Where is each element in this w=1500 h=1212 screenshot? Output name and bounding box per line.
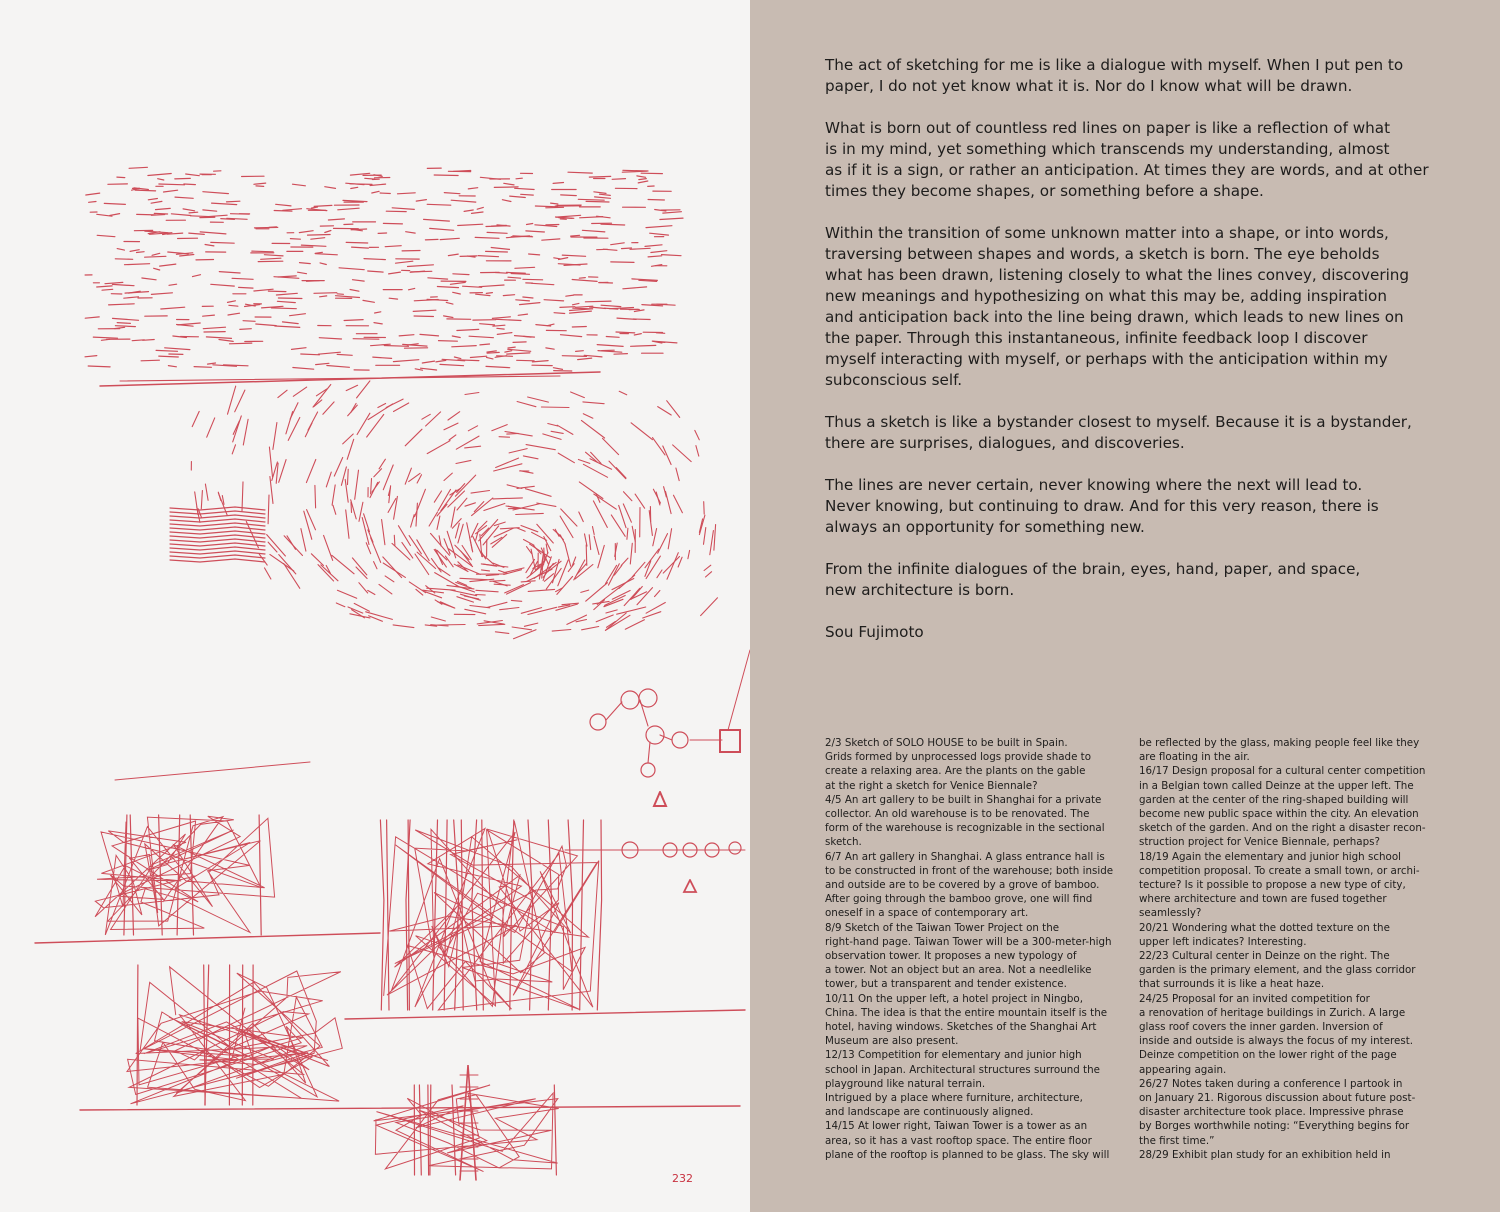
caption-28-29: 28/29 Exhibit plan study for an exhibition held in — [1139, 1148, 1391, 1161]
caption-14-15: 14/15 At lower right, Taiwan Tower is a tower as an area, so it has a vast rooftop space. The entire floor plane of the rooftop is planned to be glass. The sky will — [825, 1120, 1110, 1161]
essay-paragraph-3: Within the transition of some unknown matter into a shape, or into words, traversing between shapes and words, a sketch is born. The eye beholds what has been drawn, listening closely to what the lines convey, discovering new meanings and hypothesizing on what this may be, adding inspiration and anticipation back into the line being drawn, which leads to new lines on the paper. Through this instantaneous, infinite feedback loop I discover myself interacting with myself, or perhaps with the anticipation within my subconscious self. — [825, 224, 1410, 389]
caption-16-17: 16/17 Design proposal for a cultural center competition in a Belgian town called Deinze at the upper left. The garden at the center of the ring-shaped building will become new public space within the city. An elevation sketch of the garden. And on the right a disaster recon- struction project for Venice Biennale, perhaps? — [1139, 765, 1426, 849]
author-signature: Sou Fujimoto — [825, 623, 924, 641]
caption-4-5: 4/5 An art gallery to be built in Shanghai for a private collector. An old warehouse is to be renovated. The form of the warehouse is recognizable in the sectional sketch. — [825, 793, 1105, 849]
captions-column-2 — [1139, 736, 1439, 1162]
page-number: 232 — [672, 1172, 693, 1185]
essay-paragraph-6: From the infinite dialogues of the brain, eyes, hand, paper, and space, new architecture is born. — [825, 560, 1361, 599]
caption-24-25: 24/25 Proposal for an invited competition for a renovation of heritage buildings in Zurich. A large glass roof covers the inner garden. Inversion of inside and outside is always the focus of my interest. Deinze competition on the lower right of the page appearing again. — [1139, 992, 1414, 1076]
captions-column-1 — [825, 736, 1125, 1162]
essay-paragraph-2: What is born out of countless red lines on paper is like a reflection of what is in my mind, yet something which transcends my understanding, almost as if it is a sign, or rather an anticipation. At times they are words, and at other times they become shapes, or something before a shape. — [825, 119, 1429, 200]
caption-12-13: 12/13 Competition for elementary and junior high school in Japan. Architectural structures surround the playground like natural terrain. Intrigued by a place where furniture, architecture, and landscape are continuously aligned. — [825, 1049, 1100, 1119]
essay-paragraph-5: The lines are never certain, never knowing where the next will lead to. Never knowing, but continuing to draw. And for this very reason, there is always an opportunity for something new. — [825, 476, 1379, 536]
caption-20-21: 20/21 Wondering what the dotted texture on the upper left indicates? Interesting. — [1139, 921, 1390, 948]
essay — [825, 55, 1445, 643]
essay-paragraph-1: The act of sketching for me is like a dialogue with myself. When I put pen to paper, I do not yet know what it is. Nor do I know what will be drawn. — [825, 56, 1404, 95]
caption-8-9: 8/9 Sketch of the Taiwan Tower Project on the right-hand page. Taiwan Tower will be a 300-meter-high observation tower. It proposes a new typology of a tower. Not an object but an area. Not a needlelike tower, but a transparent and tender existence. — [825, 921, 1112, 991]
caption-10-11: 10/11 On the upper left, a hotel project in Ningbo, China. The idea is that the entire mountain itself is the hotel, having windows. Sketches of the Shanghai Art Museum are also present. — [825, 992, 1108, 1048]
caption-14-15-continued: be reflected by the glass, making people feel like they are floating in the air. — [1139, 737, 1420, 764]
right-page — [750, 0, 1500, 1212]
caption-18-19: 18/19 Again the elementary and junior high school competition proposal. To create a small town, or archi- tecture? Is it possible to propose a new type of city, where architecture and town are fused together seamlessly? — [1139, 850, 1420, 920]
caption-2-3: 2/3 Sketch of SOLO HOUSE to be built in Spain. Grids formed by unprocessed logs provide shade to create a relaxing area. Are the plants on the gable at the right a sketch for Venice Biennale? — [825, 737, 1092, 792]
essay-paragraph-4: Thus a sketch is like a bystander closest to myself. Because it is a bystander, there are surprises, dialogues, and discoveries. — [825, 413, 1412, 452]
caption-26-27: 26/27 Notes taken during a conference I partook in on January 21. Rigorous discussion about future post- disaster architecture took place. Impressive phrase by Borges worthwhile noting: “Everything begins for the first time.” — [1139, 1077, 1416, 1147]
caption-6-7: 6/7 An art gallery in Shanghai. A glass entrance hall is to be constructed in front of the warehouse; both inside and outside are to be covered by a grove of bamboo. After going through the bamboo grove, one will find oneself in a space of contemporary art. — [825, 850, 1114, 920]
caption-22-23: 22/23 Cultural center in Deinze on the right. The garden is the primary element, and the glass corridor that surrounds it is like a heat haze. — [1139, 950, 1416, 991]
